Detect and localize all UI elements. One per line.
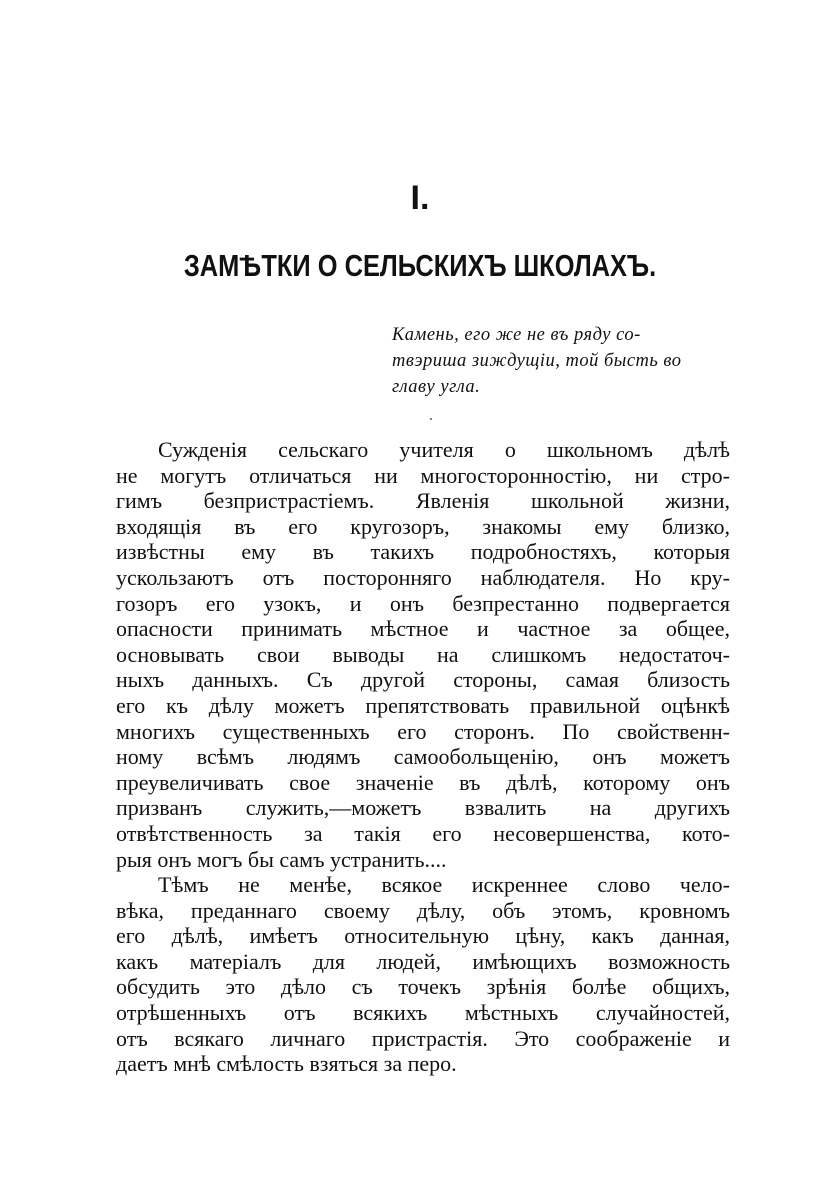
text-line: не могутъ отличаться ни многосторонностію, ни стро- [116, 462, 730, 488]
paragraph-2 [116, 872, 730, 1077]
text-line: входящія въ его кругозоръ, знакомы ему близко, [116, 513, 730, 539]
text-line: обсудить это дѣло съ точекъ зрѣнія болѣе общихъ, [116, 974, 730, 1000]
text-line: Тѣмъ не менѣе, всякое искреннее слово чело- [158, 872, 730, 898]
text-line: ускользаютъ отъ посторонняго наблюдателя. Но кру- [116, 564, 730, 590]
text-line: его дѣлѣ, имѣетъ относительную цѣну, какъ данная, [116, 923, 730, 949]
epigraph-line: главу угла. [392, 377, 481, 397]
text-line: основывать свои выводы на слишкомъ недостаточ- [116, 641, 730, 667]
text-line: даетъ мнѣ смѣлость взяться за перо. [116, 1051, 457, 1077]
text-line: гозоръ его узокъ, и онъ безпрестанно подвергается [116, 590, 730, 616]
paragraph-1 [116, 437, 730, 872]
text-line: его къ дѣлу можетъ препятствовать правильной оцѣнкѣ [116, 692, 730, 718]
epigraph-line: Камень, его же не въ ряду со- [392, 325, 641, 345]
text-line: многихъ существенныхъ его сторонъ. По свойственн- [116, 718, 730, 744]
text-line: отъ всякаго личнаго пристрастія. Это соображеніе и [116, 1025, 730, 1051]
text-line: гимъ безпристрастіемъ. Явленія школьной жизни, [116, 488, 730, 514]
text-line: вѣка, преданнаго своему дѣлу, объ этомъ, кровномъ [116, 897, 730, 923]
text-line: призванъ служить,—можетъ взвалить на другихъ [116, 795, 730, 821]
body-text [116, 437, 730, 1077]
text-line: ному всѣмъ людямъ самообольщенію, онъ можетъ [116, 744, 730, 770]
chapter-title: ЗАМѢТКИ О СЕЛЬСКИХЪ ШКОЛАХЪ. [183, 248, 657, 283]
text-line: отрѣшенныхъ отъ всякихъ мѣстныхъ случайностей, [116, 1000, 730, 1026]
epigraph [392, 322, 732, 400]
text-line: опасности принимать мѣстное и частное за общее, [116, 616, 730, 642]
text-line: Сужденія сельскаго учителя о школьномъ дѣлѣ [158, 437, 730, 462]
text-line: ныхъ данныхъ. Съ другой стороны, самая близость [116, 667, 730, 693]
text-line: отвѣтственность за такія его несовершенства, кото- [116, 820, 730, 846]
chapter-number: I. [410, 179, 430, 217]
text-line: рыя онъ могъ бы самъ устранить.... [116, 846, 447, 872]
text-line: преувеличивать свое значеніе въ дѣлѣ, которому онъ [116, 769, 730, 795]
print-speck [430, 418, 432, 420]
epigraph-line: твэриша зиждущіи, той бысть во [392, 351, 682, 371]
text-line: извѣстны ему въ такихъ подробностяхъ, которыя [116, 539, 730, 565]
text-line: какъ матеріалъ для людей, имѣющихъ возможность [116, 948, 730, 974]
